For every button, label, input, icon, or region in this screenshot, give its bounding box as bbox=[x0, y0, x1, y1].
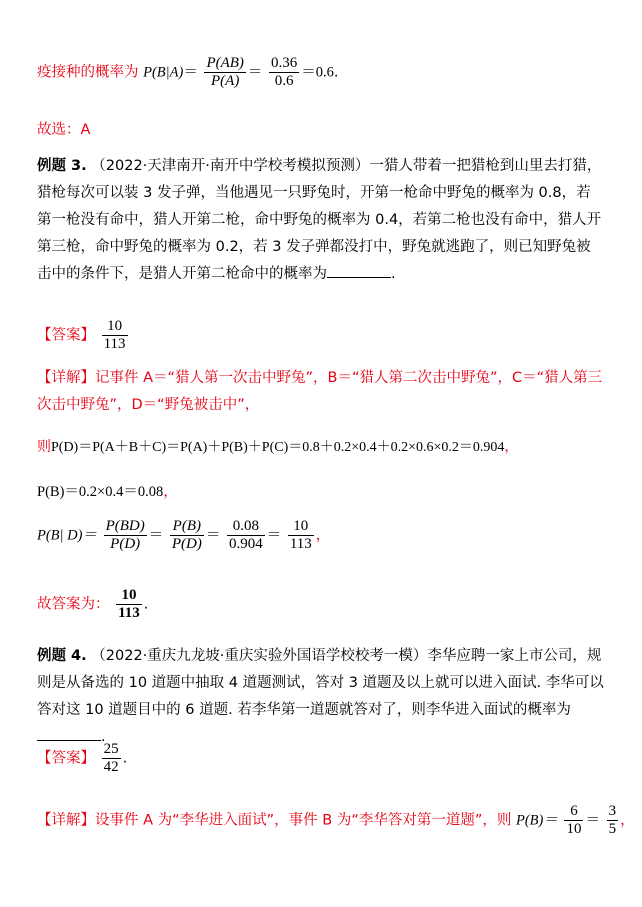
example-4-question: 例题 4. （2022·重庆九龙坡·重庆实验外国语学校校考一模）李华应聘一家上市公司，规则是从备选的 10 道题中抽取 4 道题测试，答对 3 道题及以上就可以进入面试. 李华可以答对这 10 道题目中的 6 道题. 若李华第一道题就答对了，则李华进入面试的概率为. bbox=[37, 648, 604, 745]
result: 0.6 bbox=[315, 64, 334, 81]
example-label: 例题 3. bbox=[37, 158, 87, 174]
fraction: $\frac{3}{5}$ bbox=[608, 803, 617, 837]
fraction: $\frac{0.08}{0.904}$ bbox=[228, 518, 263, 552]
formula-line-1: 疫接种的概率为 P(B|A)＝ $\frac{P(AB)}{P(A)}$ ＝ $\frac{0.36}{0.6}$ ＝0.6. bbox=[37, 55, 339, 89]
detail-text: 设事件 A 为“李华进入面试”，事件 B 为“李华答对第一道题”，则 bbox=[95, 812, 512, 829]
calc-formula: P(D)＝P(A＋B＋C)＝P(A)＋P(B)＋P(C)＝0.8＋0.2×0.4＋0.2×0.6×0.2＝0.904 bbox=[51, 440, 505, 455]
answer-blank bbox=[37, 726, 101, 741]
answer-fraction: $\frac{10}{113}$ bbox=[103, 318, 126, 352]
detail-text: 记事件 A＝“猎人第一次击中野兔”，B＝“猎人第二次击中野兔”，C＝“猎人第三次击中野兔”，D＝“野兔被击中”， bbox=[37, 370, 603, 413]
fraction: $\frac{P(B)}{P(D)}$ bbox=[171, 518, 202, 552]
answer-label: 【答案】 bbox=[37, 750, 95, 767]
example-4-answer: 【答案】 $\frac{25}{42}$ . bbox=[37, 741, 128, 775]
example-3-detail bbox=[37, 365, 605, 419]
answer-prev: 故选：A bbox=[37, 122, 91, 138]
formula-lhs: P(B| D)＝ bbox=[37, 527, 97, 544]
example-3-answer bbox=[37, 318, 130, 353]
answer-fraction: $\frac{25}{42}$ bbox=[103, 741, 119, 775]
question-text: （2022·天津南开·南开中学校考模拟预测）一猎人带着一把猎枪到山里去打猎，猎枪每次可以装 3 发子弹，当他遇见一只野兔时，开第一枪命中野兔的概率为 0.8，若第一枪没有命中，猎人开第二枪，命中野兔的概率为 0.4，若第二枪也没有命中，猎人开第三枪，命中野兔的概率为 0.2，若 3 发子弹都没打中，野兔就逃跑了，则已知野兔被击中的条件下，是猎人开第二枪命中的概率为 bbox=[37, 158, 602, 282]
fraction: $\frac{10}{113}$ bbox=[289, 518, 312, 552]
example-label: 例题 4. bbox=[37, 648, 87, 664]
final-answer: 故答案为： $\frac{10}{113}$ . bbox=[37, 587, 149, 621]
formula-lhs: P(B|A) bbox=[143, 64, 184, 81]
answer-label: 【答案】 bbox=[37, 327, 95, 344]
fraction: $\frac{6}{10}$ bbox=[566, 803, 582, 837]
calc-line-3: P(B| D)＝ $\frac{P(BD)}{P(D)}$ ＝ $\frac{P(B)}{P(D)}$ ＝ $\frac{0.08}{0.904}$ ＝ $\frac{10}{113}$ ， bbox=[37, 518, 331, 552]
fraction: $\frac{0.36}{0.6}$ bbox=[271, 55, 298, 89]
final-fraction: $\frac{10}{113}$ bbox=[118, 587, 140, 621]
final-label: 故答案为： bbox=[37, 596, 110, 613]
detail-label: 【详解】 bbox=[37, 812, 95, 829]
calc-formula: P(B)＝0.2×0.4＝0.08 bbox=[37, 484, 164, 500]
question-text: （2022·重庆九龙坡·重庆实验外国语学校校考一模）李华应聘一家上市公司，规则是从备选的 10 道题中抽取 4 道题测试，答对 3 道题及以上就可以进入面试. 李华可以答对这 10 道题目中的 6 道题. 若李华第一道题就答对了，则李华进入面试的概率为 bbox=[37, 648, 604, 718]
example-3-question: 例题 3. （2022·天津南开·南开中学校考模拟预测）一猎人带着一把猎枪到山里去打猎，猎枪每次可以装 3 发子弹，当他遇见一只野兔时，开第一枪命中野兔的概率为 0.8，若第一枪没有命中，猎人开第二枪，命中野兔的概率为 0.4，若第二枪也没有命中，猎人开第三枪，命中野兔的概率为 0.2，若 3 发子弹都没打中，野兔就逃跑了，则已知野兔被击中的条件下，是猎人开第二枪命中的概率为 . bbox=[37, 158, 602, 282]
text-segment: 疫接种的概率为 bbox=[37, 64, 139, 81]
formula-lhs: P(B)＝ bbox=[515, 812, 558, 829]
detail-label: 【详解】 bbox=[37, 370, 95, 386]
answer-blank bbox=[327, 263, 391, 278]
fraction: $\frac{P(AB)}{P(A)}$ bbox=[206, 55, 244, 89]
calc-line-1: 则P(D)＝P(A＋B＋C)＝P(A)＋P(B)＋P(C)＝0.8＋0.2×0.4＋0.2×0.6×0.2＝0.904， bbox=[37, 439, 519, 455]
calc-line-2: P(B)＝0.2×0.4＝0.08， bbox=[37, 484, 178, 500]
fraction: $\frac{P(BD)}{P(D)}$ bbox=[105, 518, 145, 552]
example-4-detail: 【详解】设事件 A 为“李华进入面试”，事件 B 为“李华答对第一道题”，则 P(B)＝ $\frac{6}{10}$ ＝ $\frac{3}{5}$ ， bbox=[37, 803, 635, 837]
